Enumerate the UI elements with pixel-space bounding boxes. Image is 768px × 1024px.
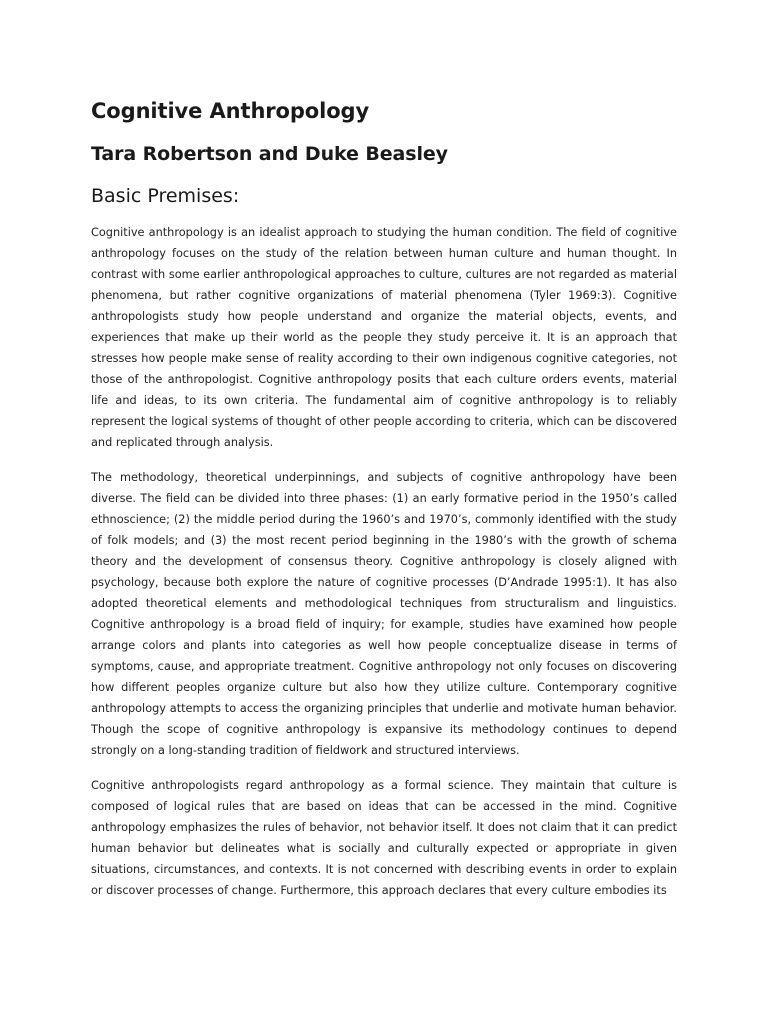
- document-content: [91, 96, 677, 901]
- document-authors: Tara Robertson and Duke Beasley: [91, 143, 448, 165]
- paragraph-3: Cognitive anthropologists regard anthropology as a formal science. They maintain that culture is composed of logical rules that are based on ideas that can be accessed in the mind. Cognitive anthropology emphasizes the rules of behavior, not behavior itself. It does not claim that it can predict human behavior but delineates what is socially and culturally expected or appropriate in given situations, circumstances, and contexts. It is not concerned with describing events in order to explain or discover processes of change. Furthermore, this approach declares that every culture embodies its: [91, 779, 677, 897]
- paragraph-2: The methodology, theoretical underpinnings, and subjects of cognitive anthropology have been diverse. The field can be divided into three phases: (1) an early formative period in the 1950’s called ethnoscience; (2) the middle period during the 1960’s and 1970’s, commonly identified with the study of folk models; and (3) the most recent period beginning in the 1980’s with the growth of schema theory and the development of consensus theory. Cognitive anthropology is closely aligned with psychology, because both explore the nature of cognitive processes (D’Andrade 1995:1). It has also adopted theoretical elements and methodological techniques from structuralism and linguistics. Cognitive anthropology is a broad field of inquiry; for example, studies have examined how people arrange colors and plants into categories as well how people conceptualize disease in terms of symptoms, cause, and appropriate treatment. Cognitive anthropology not only focuses on discovering how different peoples organize culture but also how they utilize culture. Contemporary cognitive anthropology attempts to access the organizing principles that underlie and motivate human behavior. Though the scope of cognitive anthropology is expansive its methodology continues to depend strongly on a long-standing tradition of fieldwork and structured interviews.: [91, 471, 677, 757]
- paragraph-1: Cognitive anthropology is an idealist approach to studying the human condition. The field of cognitive anthropology focuses on the study of the relation between human culture and human thought. In contrast with some earlier anthropological approaches to culture, cultures are not regarded as material phenomena, but rather cognitive organizations of material phenomena (Tyler 1969:3). Cognitive anthropologists study how people understand and organize the material objects, events, and experiences that make up their world as the people they study perceive it. It is an approach that stresses how people make sense of reality according to their own indigenous cognitive categories, not those of the anthropologist. Cognitive anthropology posits that each culture orders events, material life and ideas, to its own criteria. The fundamental aim of cognitive anthropology is to reliably represent the logical systems of thought of other people according to criteria, which can be discovered and replicated through analysis.: [91, 226, 677, 449]
- document-title: Cognitive Anthropology: [91, 99, 370, 123]
- section-heading-basic-premises: Basic Premises:: [91, 185, 240, 207]
